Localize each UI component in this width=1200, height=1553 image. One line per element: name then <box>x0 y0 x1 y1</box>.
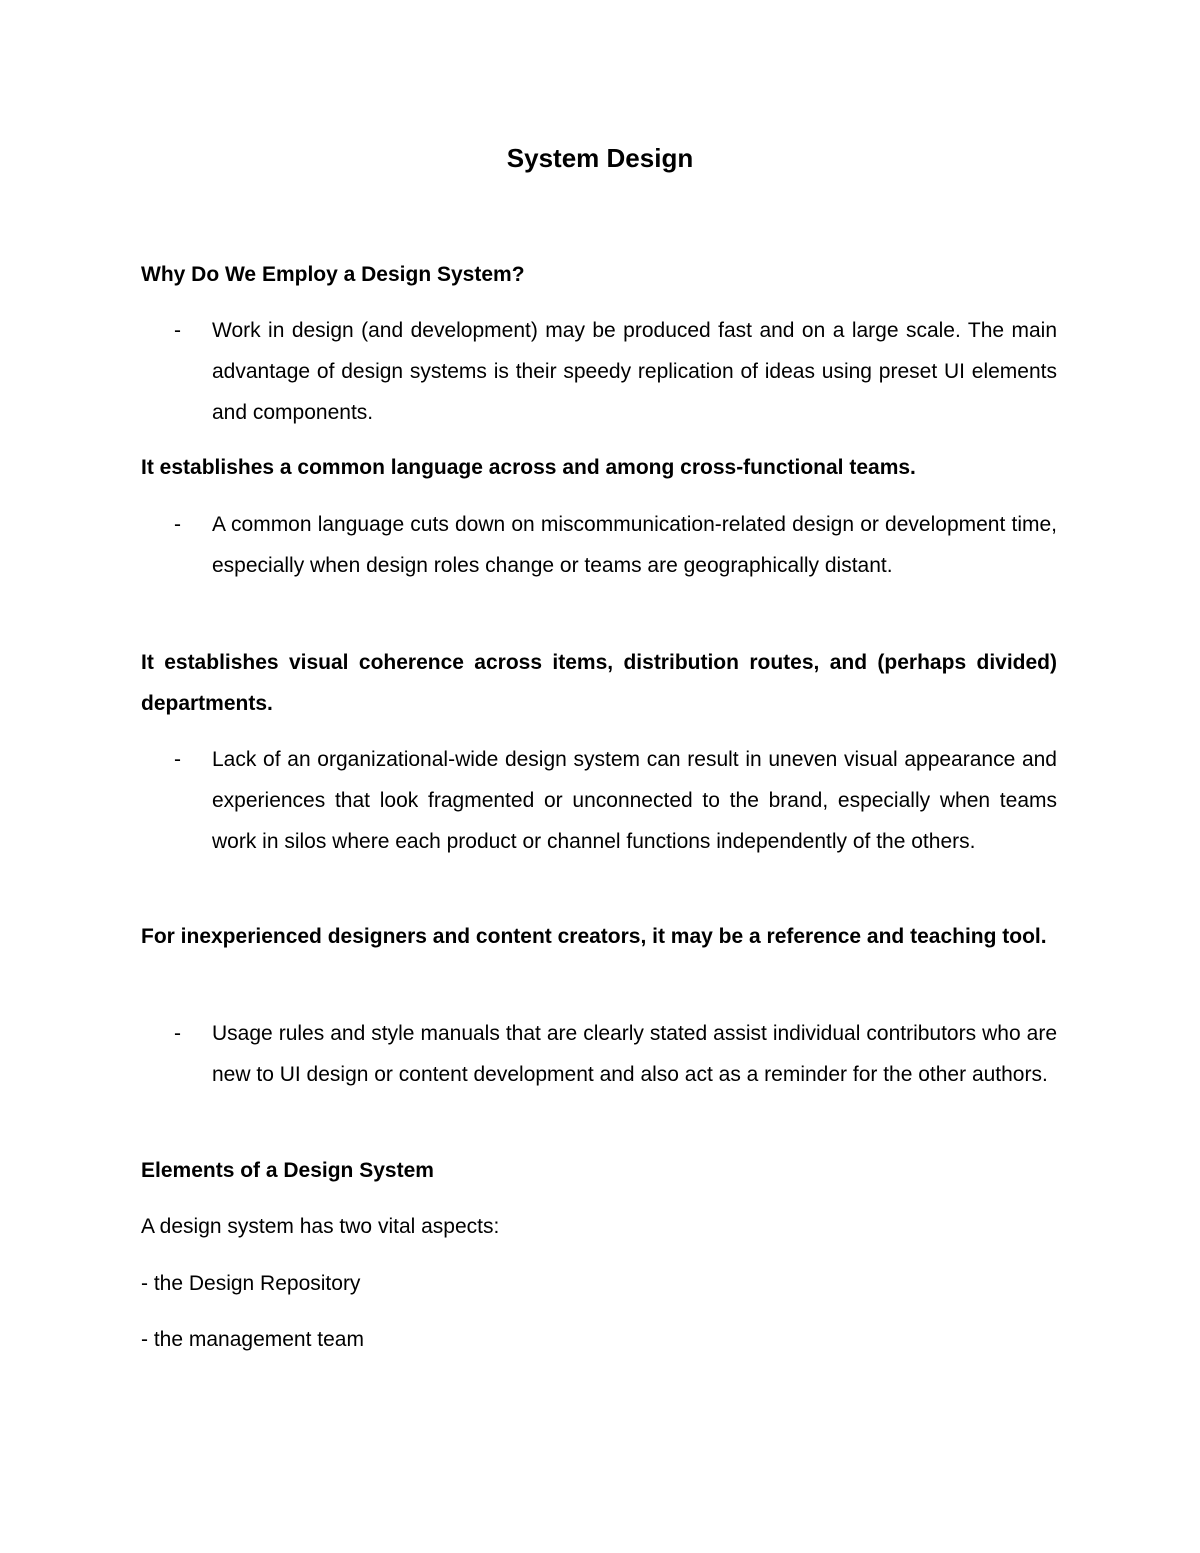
bullet-item <box>141 504 1057 627</box>
bullet-text: Usage rules and style manuals that are clearly stated assist individual contributors who are new to UI design or content development and also act as a reminder for the other authors. <box>212 1022 1057 1086</box>
elements-intro: A design system has two vital aspects: <box>141 1215 500 1238</box>
section-heading: It establishes visual coherence across items, distribution routes, and (perhaps divided) departments. <box>141 651 1057 715</box>
bullet-item <box>141 739 1057 903</box>
section-heading: Why Do We Employ a Design System? <box>141 263 525 286</box>
bullet-dash: - <box>174 748 181 771</box>
bullet-item <box>141 310 1057 433</box>
bullet-dash: - <box>174 1022 181 1045</box>
elements-list-item: - the Design Repository <box>141 1272 361 1295</box>
bullet-text: Lack of an organizational-wide design system can result in uneven visual appearance and experiences that look fragmented or unconnected to the brand, especially when teams work in silos where each product or channel functions independently of the others. <box>212 748 1057 853</box>
bullet-text: A common language cuts down on miscommunication-related design or development time, especially when design roles change or teams are geographically distant. <box>212 513 1057 577</box>
section-heading: It establishes a common language across and among cross-functional teams. <box>141 456 916 479</box>
section-heading: For inexperienced designers and content creators, it may be a reference and teaching tool. <box>141 925 1047 948</box>
page-title: System Design <box>506 143 694 173</box>
elements-list-item: - the management team <box>141 1328 364 1351</box>
elements-heading: Elements of a Design System <box>141 1159 434 1182</box>
bullet-text: Work in design (and development) may be produced fast and on a large scale. The main advantage of design systems is their speedy replication of ideas using preset UI elements and components. <box>212 319 1057 424</box>
bullet-dash: - <box>174 513 181 536</box>
bullet-dash: - <box>174 319 181 342</box>
bullet-item <box>141 1013 1057 1136</box>
